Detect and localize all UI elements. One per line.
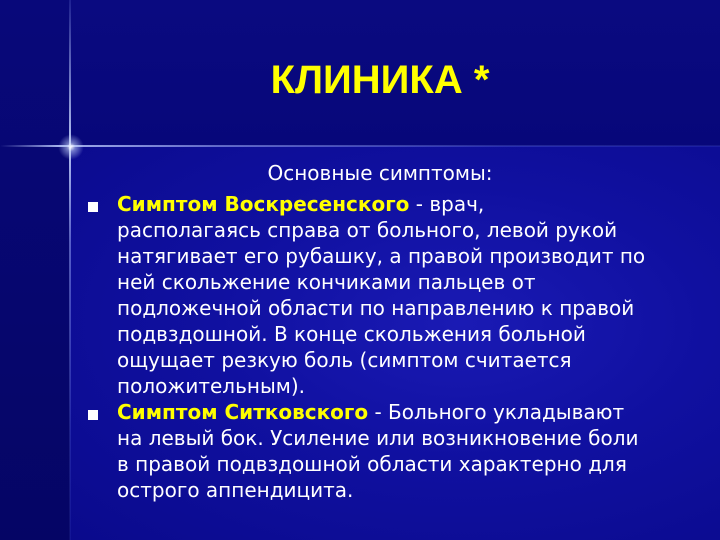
slide-title: КЛИНИКА * — [270, 58, 490, 102]
list-item-line: ней скольжение кончиками пальцев от — [117, 270, 536, 294]
list-item-line: подложечной области по направлению к правой — [117, 296, 635, 320]
list-item-text: - врач, — [409, 192, 485, 216]
list-item-first-line — [117, 399, 677, 425]
bullet-square-icon — [88, 202, 98, 212]
list-item-text: - Больного укладывают — [368, 400, 625, 424]
bullet-square-icon — [88, 410, 98, 420]
background-left-panel — [0, 0, 70, 540]
list-item-line: острого аппендицита. — [117, 478, 354, 502]
list-item-line: на левый бок. Усиление или возникновение боли — [117, 426, 639, 450]
list-item-heading: Симптом Ситковского — [117, 400, 369, 424]
list-item — [117, 191, 677, 399]
list-item — [117, 399, 677, 503]
list-item-line: натягивает его рубашку, а правой производит по — [117, 244, 646, 268]
list-item-heading: Симптом Воскресенского — [117, 192, 410, 216]
list-item-line: в правой подвздошной области характерно для — [117, 452, 627, 476]
list-item-line: положительным). — [117, 374, 305, 398]
list-item-line: ощущает резкую боль (симптом считается — [117, 348, 572, 372]
list-item-first-line — [117, 191, 677, 217]
slide-subtitle: Основные симптомы: — [267, 161, 493, 185]
decorative-horizontal-line — [0, 145, 720, 147]
list-item-line: подвздошной. В конце скольжения больной — [117, 322, 586, 346]
list-item-line: располагаясь справа от больного, левой рукой — [117, 218, 618, 242]
decorative-vertical-line — [69, 0, 71, 540]
decorative-sparkle — [56, 132, 86, 162]
